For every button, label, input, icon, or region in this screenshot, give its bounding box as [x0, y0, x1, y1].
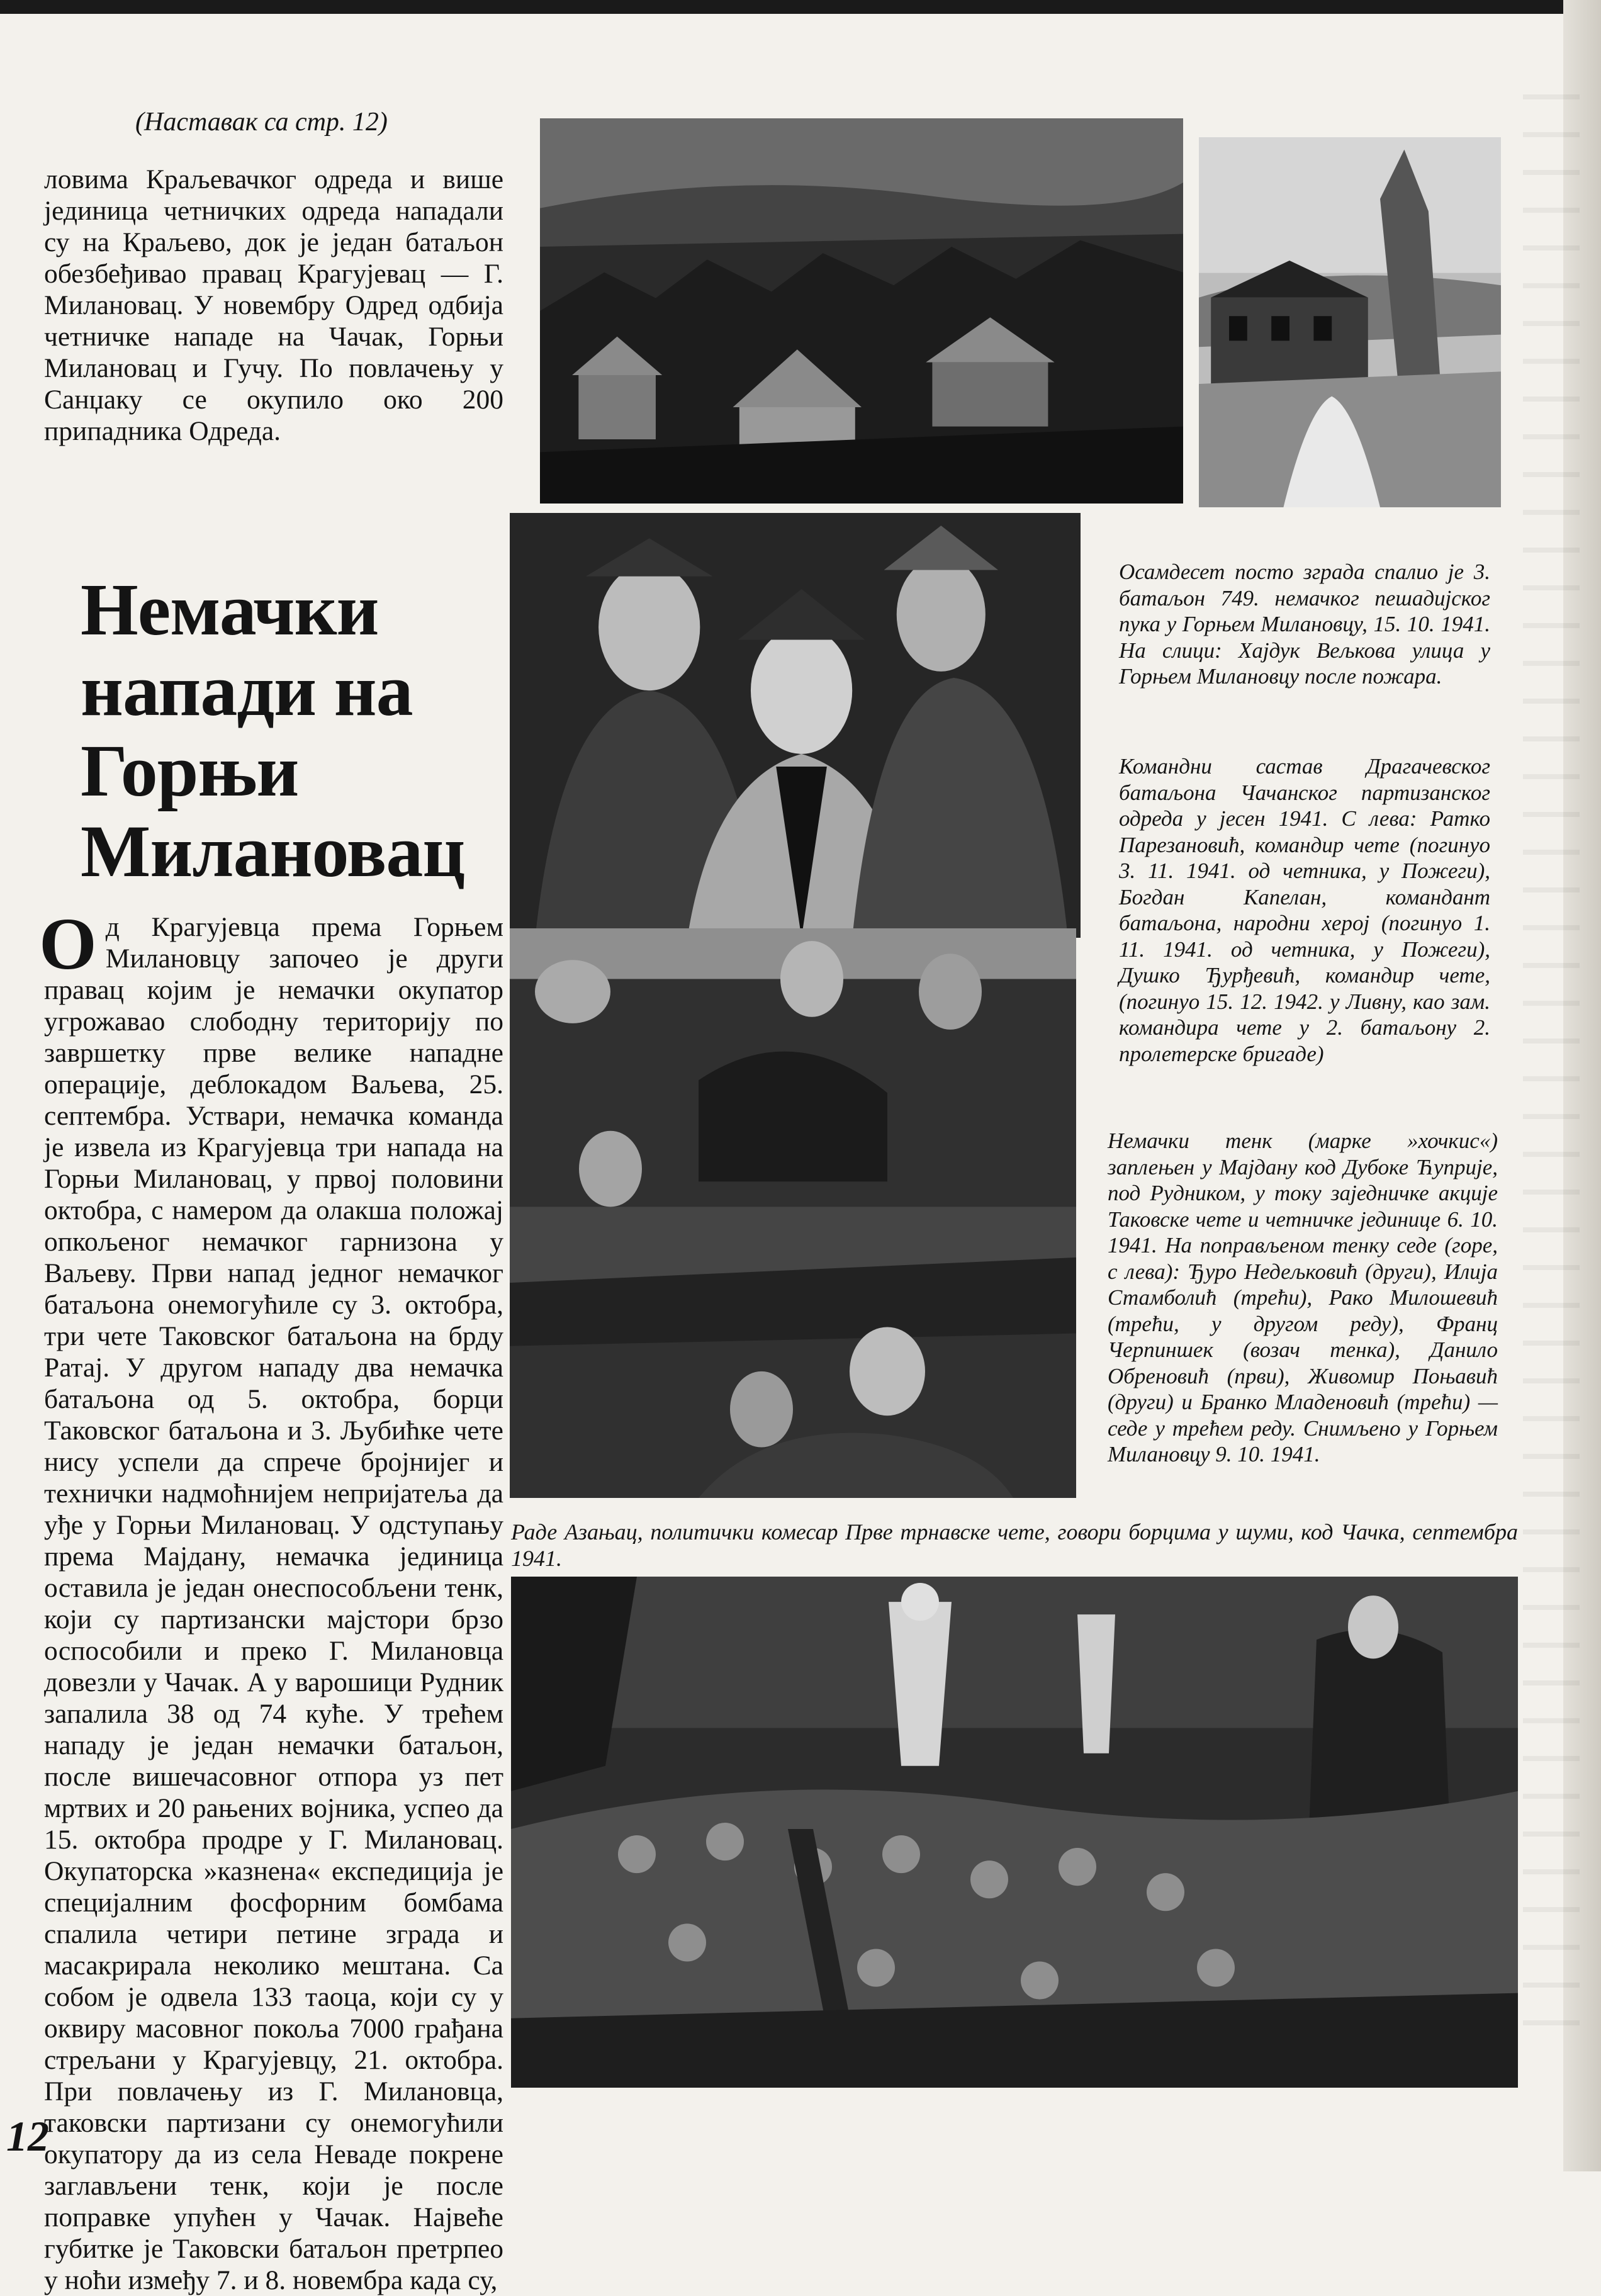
continuation-note: (Наставак са стр. 12) — [135, 108, 388, 137]
article-headline: Немачки напади на Горњи Милановац — [81, 568, 465, 892]
caption-battalion-command: Командни састав Драгачевског батаљона Чачанског партизанског одреда у јесен 1941. С лева: Ратко Парезановић, командир чете (погинуо 3. 11. 1941. од четника, у Пожеги), Богдан Капелан, командант батаљона, народни херој (погинуо 1. 11. 1941. од четника, у Пожеги), Душко Ђурђевић, командир чете, (погинуо 15. 12. 1942. у Ливну, као зам. командира чете у 2. батаљону 2. пролетерске бригаде) — [1119, 754, 1490, 1066]
caption-captured-tank: Немачки тенк (марке »хочкис«) заплењен у Мајдану код Дубоке Ћуприје, под Рудником, у току заједничке акције Таковске чете и четничке јединице 6. 10. 1941. На поправљеном тенку седе (горе, с лева): Ђуро Недељковић (други), Илија Стамболић (трећи), Рако Милошевић (трећи, у другом реду), Франц Черпиншек (возач тенка), Данило Обреновић (први), Живомир Поњавић (други) и Бранко Младеновић (трећи) — седе у трећем реду. Снимљено у Горњем Милановцу 9. 10. 1941. — [1108, 1128, 1498, 1466]
photo-battalion-command — [510, 513, 1081, 938]
caption-commissar-speech: Раде Азањац, политички комесар Прве трнавске чете, говори борцима у шуми, код Чачка, септембра 1941. — [511, 1519, 1518, 1571]
photo-captured-tank-crew — [510, 928, 1076, 1498]
bleed-through-texture — [1523, 94, 1580, 2046]
scan-top-border — [0, 0, 1601, 14]
caption-burned-town: Осамдесет посто зграда спалио је 3. батаљон 749. немачког пешадијског пука у Горњем Милановцу, 15. 10. 1941. На слици: Хајдук Вељкова улица у Горњем Милановцу после пожара. — [1119, 560, 1490, 689]
photo-burned-town-panorama — [540, 118, 1183, 504]
drop-cap: О — [39, 903, 97, 985]
article-body-text: д Крагујевца према Горњем Милановцу започео је други правац којим је немачки окупатор угрожавао слободну територију по завршетку прве велике нападне операције, деблокадом Ваљева, 25. септембра. Уствари, немачка команда је извела из Крагујевца три напада на Горњи Милановац, у првој половини октобра, с намером да олакша положај опкољеног немачког гарнизона у Ваљеву. Први напад једног немачког батаљона онемогућиле су 3. октобра, три чете Таковског батаљона на брду Ратај. У другом нападу два немачка батаљона од 5. октобра, борци Таковског батаљона и 3. Љубићке чете нису успели да спрече бројнијег и технички надмоћнијем непријатеља да уђе у Горњи Милановац. У одступању према Мајдану, немачка јединица оставила је један онеспособљени тенк, који су партизански мајстори брзо оспособили и преко Г. Милановца довезли у Чачак. А у варошици Рудник запалила 38 од 74 куће. У трећем нападу је један немачки батаљон, после вишечасовног отпора уз пет мртвих и 20 рањених војника, успео да 15. октобра продре у Г. Милановац. Окупаторска »казнена« експедиција је специјалним фосфорним бомбама спалила четири петине зграда и масакрирала неколико мештана. Са собом је одвела 133 таоца, који су у оквиру масовног покоља 7000 грађана стрељани у Крагујевцу, 21. октобра. При повлачењу из Г. Милановца, таковски партизани су онемогућили окупатору да из села Неваде покрене заглављени тенк, који је после поправке упућен у Чачак. Највеће губитке је Таковски батаљон претрпео у ноћи између 7. и 8. новембра када су, — [44, 912, 503, 2295]
page-number: 12 — [6, 2112, 49, 2160]
article-body — [39, 903, 503, 2296]
photo-burned-street — [1199, 137, 1501, 507]
photo-forest-gathering — [511, 1577, 1518, 2088]
intro-paragraph: ловима Краљевачког одреда и више јединица четничких одреда нападали су на Краљево, док је један батаљон обезбеђивао правац Крагујевац — Г. Милановац. У новембру Одред одбија четничке нападе на Чачак, Горњи Милановац и Гучу. По повлачењу у Санџаку се окупило око 200 припадника Одреда. — [44, 164, 503, 446]
